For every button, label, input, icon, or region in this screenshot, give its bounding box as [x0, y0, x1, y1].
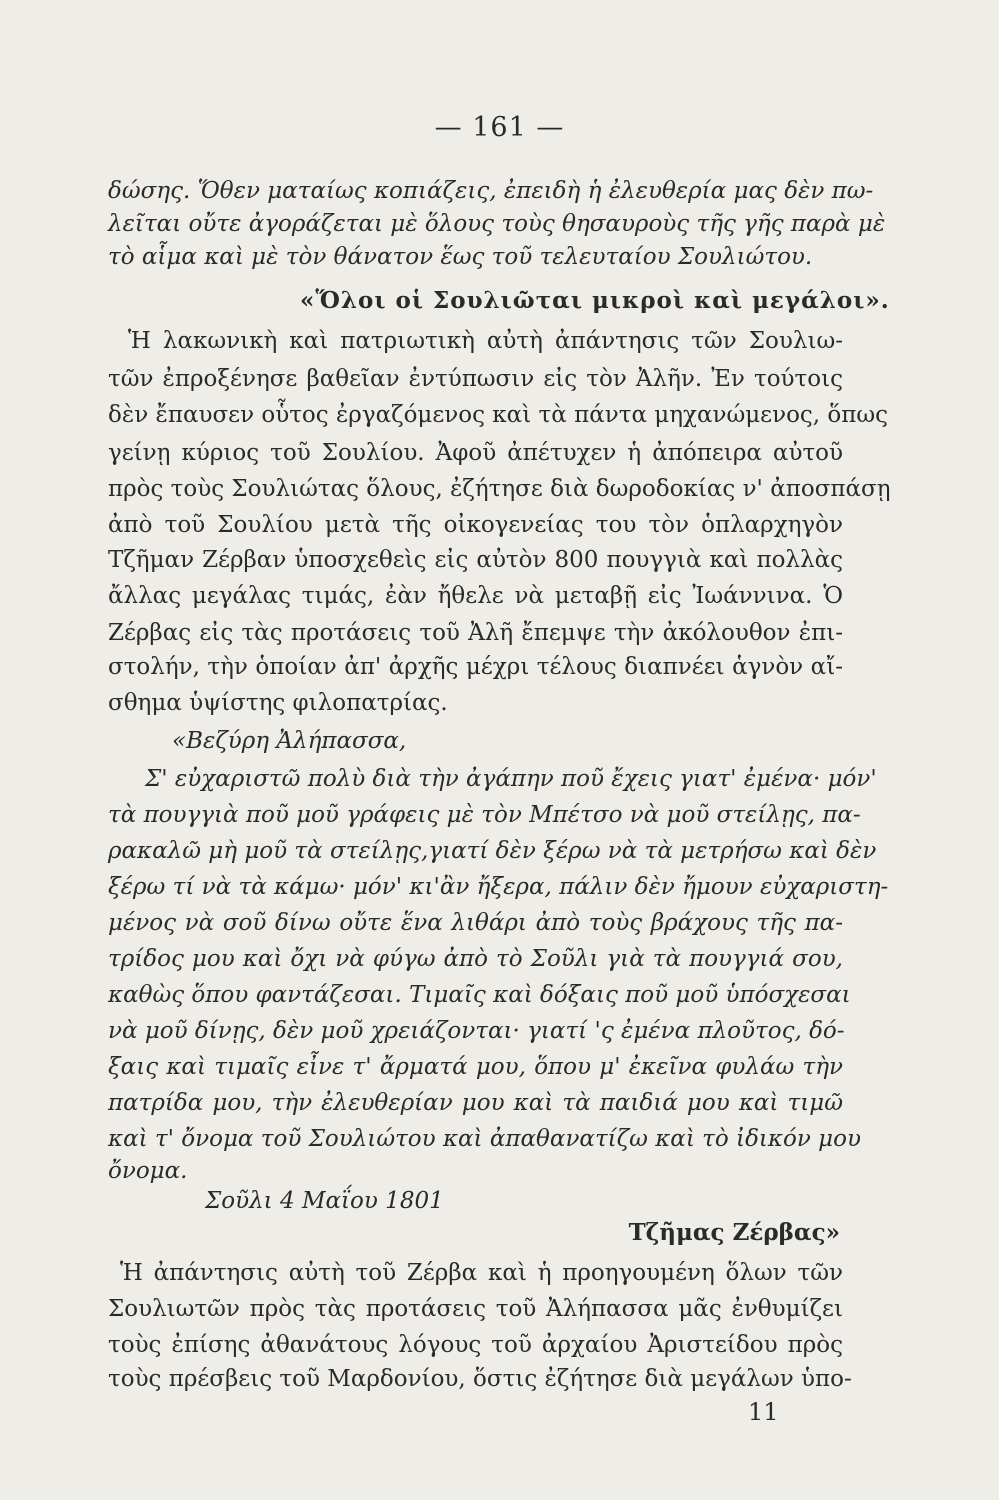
sheet-signature-mark: 11 — [748, 1398, 779, 1426]
text-line: Σουλιωτῶν πρὸς τὰς προτάσεις τοῦ Ἀλήπασσα μᾶς ἐνθυμίζει — [108, 1296, 843, 1322]
text-line: δώσης. Ὅθεν ματαίως κοπιάζεις, ἐπειδὴ ἡ ἐλευθερία μας δὲν πω- — [108, 178, 874, 204]
text-line: Ζέρβας εἰς τὰς προτάσεις τοῦ Ἀλῆ ἔπεμψε τὴν ἀκόλουθον ἐπι- — [108, 620, 843, 646]
text-line: ὄνομα. — [108, 1158, 188, 1184]
text-line: ξαις καὶ τιμαῖς εἶνε τ' ἄρματά μου, ὅπου μ' ἐκεῖνα φυλάω τὴν — [108, 1054, 843, 1080]
letter-place-date: Σοῦλι 4 Μαΐου 1801 — [205, 1188, 444, 1214]
text-line: σθημα ὑψίστης φιλοπατρίας. — [108, 690, 448, 716]
text-line: τρίδος μου καὶ ὄχι νὰ φύγω ἀπὸ τὸ Σοῦλι γιὰ τὰ πουγγιά σου, — [108, 946, 843, 972]
text-line: δὲν ἔπαυσεν οὗτος ἐργαζόμενος καὶ τὰ πάντα μηχανώμενος, ὅπως — [108, 402, 889, 428]
text-line: ἄλλας μεγάλας τιμάς, ἐὰν ἤθελε νὰ μεταβῇ εἰς Ἰωάννινα. Ὁ — [108, 583, 843, 609]
text-line: Τζῆμαν Ζέρβαν ὑποσχεθεὶς εἰς αὐτὸν 800 πουγγιὰ καὶ πολλὰς — [108, 547, 843, 573]
text-line: πρὸς τοὺς Σουλιώτας ὅλους, ἐζήτησε διὰ δωροδοκίας ν' ἀποσπάσῃ — [108, 476, 891, 502]
text-line: τοὺς πρέσβεις τοῦ Μαρδονίου, ὅστις ἐζήτησε διὰ μεγάλων ὑπο- — [108, 1366, 852, 1392]
text-line: Σ' εὐχαριστῶ πολὺ διὰ τὴν ἀγάπην ποῦ ἔχεις γιατ' ἐμένα· μόν' — [145, 766, 877, 792]
text-line: στολήν, τὴν ὁποίαν ἀπ' ἀρχῆς μέχρι τέλους διαπνέει ἁγνὸν αἴ- — [108, 654, 843, 680]
text-line: καθὼς ὅπου φαντάζεσαι. Τιμαῖς καὶ δόξαις ποῦ μοῦ ὑπόσχεσαι — [108, 982, 851, 1008]
letter-salutation: «Βεζύρη Ἀλήπασσα, — [172, 728, 407, 754]
text-line: τὰ πουγγιὰ ποῦ μοῦ γράφεις μὲ τὸν Μπέτσο νὰ μοῦ στείλῃς, πα- — [108, 802, 861, 828]
text-line: Ἡ λακωνικὴ καὶ πατριωτικὴ αὐτὴ ἀπάντησις τῶν Σουλιω- — [128, 328, 843, 354]
heading-quote: «Ὅλοι οἱ Σουλιῶται μικροὶ καὶ μεγάλοι». — [300, 287, 890, 314]
text-line: πατρίδα μου, τὴν ἐλευθερίαν μου καὶ τὰ παιδιά μου καὶ τιμῶ — [108, 1090, 843, 1116]
text-line: μένος νὰ σοῦ δίνω οὔτε ἕνα λιθάρι ἀπὸ τοὺς βράχους τῆς πα- — [108, 910, 843, 936]
text-line: τοὺς ἐπίσης ἀθανάτους λόγους τοῦ ἀρχαίου Ἀριστείδου πρὸς — [108, 1332, 843, 1358]
text-line: λεῖται οὔτε ἀγοράζεται μὲ ὅλους τοὺς θησαυροὺς τῆς γῆς παρὰ μὲ — [108, 211, 886, 237]
page-number: — 161 — — [434, 112, 565, 143]
text-line: τὸ αἷμα καὶ μὲ τὸν θάνατον ἕως τοῦ τελευταίου Σουλιώτου. — [108, 244, 813, 270]
text-line: ἀπὸ τοῦ Σουλίου μετὰ τῆς οἰκογενείας του τὸν ὁπλαρχηγὸν — [108, 512, 843, 538]
text-line: Ἡ ἀπάντησις αὐτὴ τοῦ Ζέρβα καὶ ἡ προηγουμένη ὅλων τῶν — [120, 1260, 843, 1286]
text-line: τῶν ἐπροξένησε βαθεῖαν ἐντύπωσιν εἰς τὸν Ἀλῆν. Ἐν τούτοις — [108, 366, 843, 392]
text-line: ρακαλῶ μὴ μοῦ τὰ στείλῃς,γιατί δὲν ξέρω νὰ τὰ μετρήσω καὶ δὲν — [108, 838, 877, 864]
text-line: καὶ τ' ὄνομα τοῦ Σουλιώτου καὶ ἀπαθανατίζω καὶ τὸ ἰδικόν μου — [108, 1126, 861, 1152]
text-line: ξέρω τί νὰ τὰ κάμω· μόν' κι'ἂν ἤξερα, πάλιν δὲν ἤμουν εὐχαριστη- — [108, 874, 889, 900]
text-line: νὰ μοῦ δίνῃς, δὲν μοῦ χρειάζονται· γιατί 'ς ἐμένα πλοῦτος, δό- — [108, 1018, 845, 1044]
text-line: γείνῃ κύριος τοῦ Σουλίου. Ἀφοῦ ἀπέτυχεν ἡ ἀπόπειρα αὐτοῦ — [108, 440, 843, 466]
letter-signature: Τζῆμας Ζέρβας» — [628, 1219, 840, 1246]
